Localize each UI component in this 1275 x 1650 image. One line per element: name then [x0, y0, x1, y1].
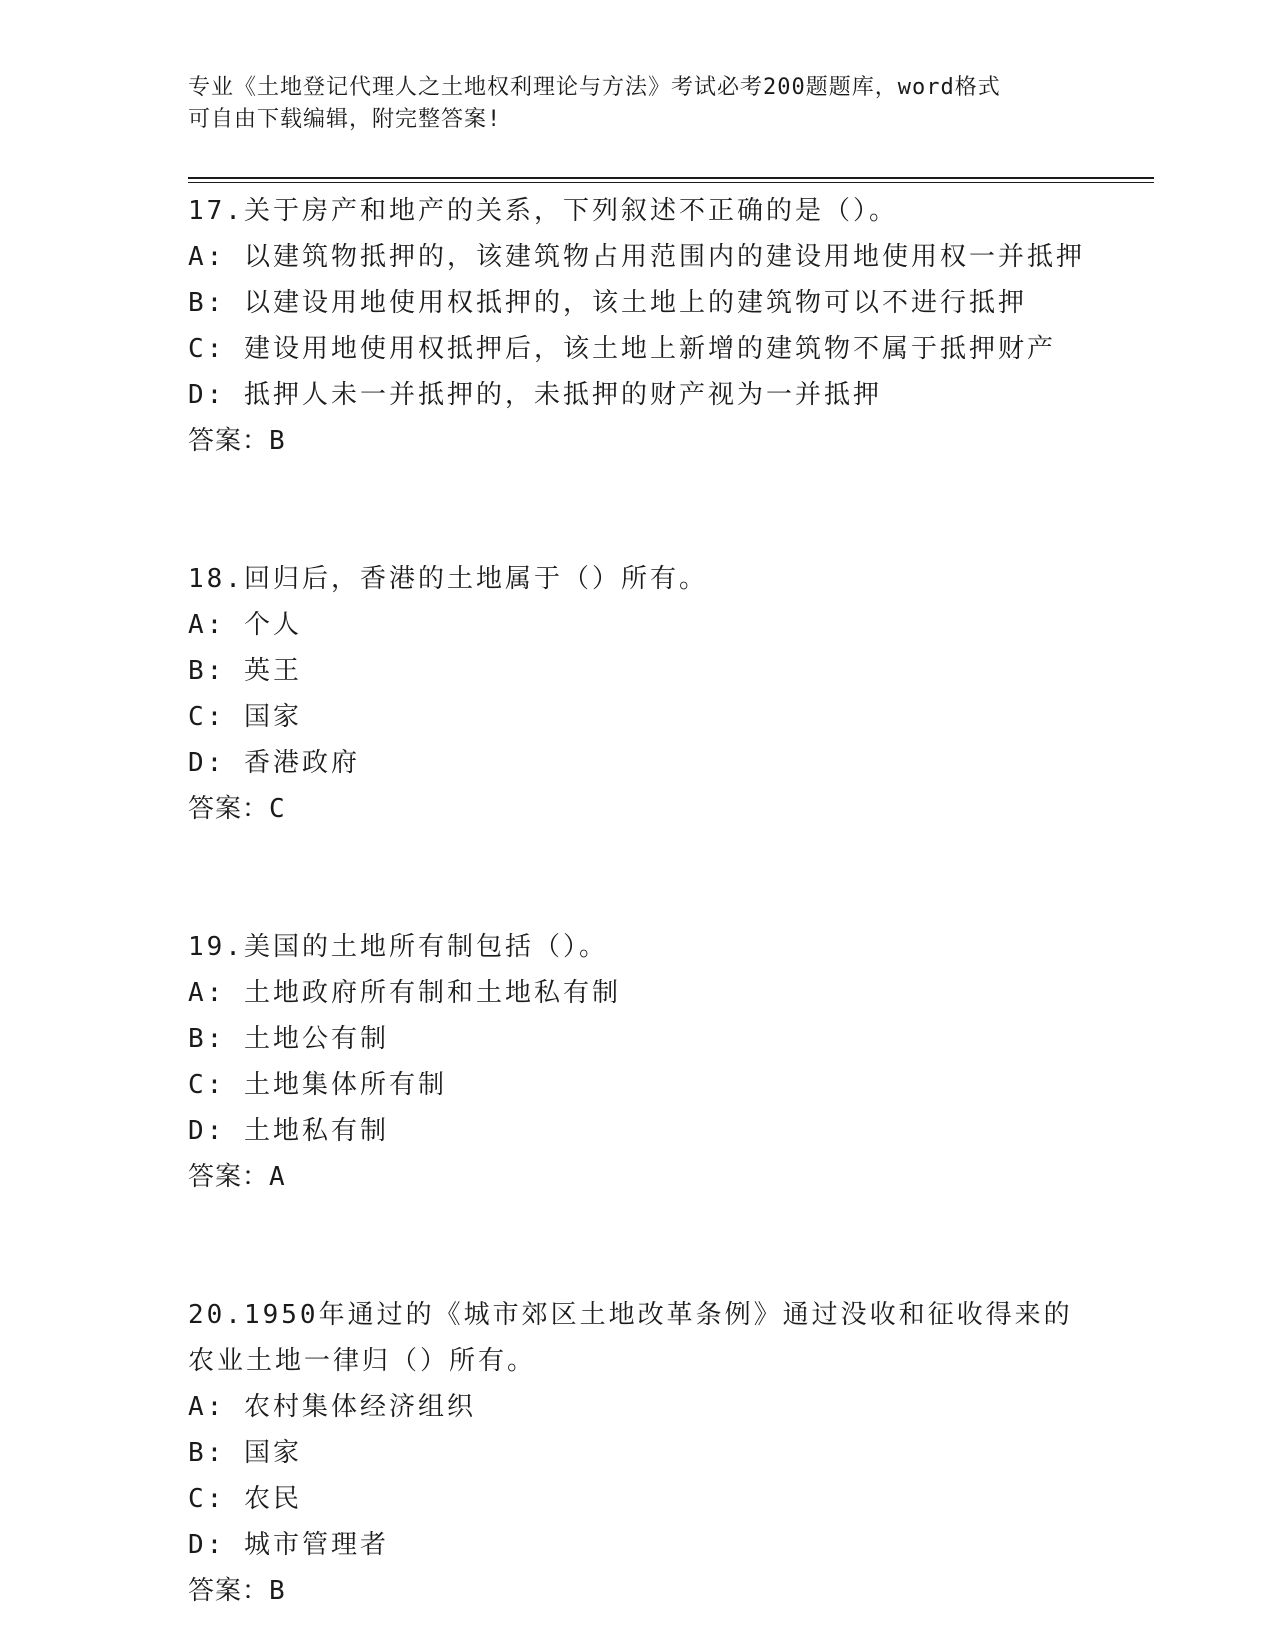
option-c: C: 农民	[188, 1484, 302, 1514]
option-d: D: 香港政府	[188, 748, 360, 778]
answer-line: 答案：C	[188, 794, 286, 824]
option-b: B: 英王	[188, 656, 302, 686]
option-b: B: 土地公有制	[188, 1024, 389, 1054]
question-spacer	[188, 832, 1088, 924]
option-c: C: 土地集体所有制	[188, 1070, 447, 1100]
option-c: C: 建设用地使用权抵押后，该土地上新增的建筑物不属于抵押财产	[188, 334, 1056, 364]
question-stem: 20.1950年通过的《城市郊区土地改革条例》通过没收和征收得来的农业土地一律归（）所有。	[188, 1300, 1073, 1376]
option-a: A: 以建筑物抵押的，该建筑物占用范围内的建设用地使用权一并抵押	[188, 242, 1085, 272]
document-header	[188, 72, 1088, 136]
option-a: A: 农村集体经济组织	[188, 1392, 476, 1422]
option-c: C: 国家	[188, 702, 302, 732]
question-list	[188, 188, 1088, 1614]
question-stem: 19.美国的土地所有制包括（）。	[188, 932, 608, 962]
option-b: B: 以建设用地使用权抵押的，该土地上的建筑物可以不进行抵押	[188, 288, 1027, 318]
option-b: B: 国家	[188, 1438, 302, 1468]
answer-line: 答案：B	[188, 1576, 286, 1606]
header-divider-thin	[188, 182, 1154, 183]
question-18	[188, 556, 1088, 832]
header-title-line-1: 专业《土地登记代理人之土地权利理论与方法》考试必考200题题库，word格式	[188, 75, 1001, 100]
header-divider-thick	[188, 177, 1154, 179]
question-stem: 17.关于房产和地产的关系，下列叙述不正确的是（）。	[188, 196, 898, 226]
question-spacer	[188, 464, 1088, 556]
question-20	[188, 1292, 1088, 1614]
question-stem: 18.回归后，香港的土地属于（）所有。	[188, 564, 708, 594]
option-a: A: 土地政府所有制和土地私有制	[188, 978, 621, 1008]
header-title-line-2: 可自由下载编辑，附完整答案!	[188, 107, 502, 132]
option-d: D: 城市管理者	[188, 1530, 389, 1560]
option-d: D: 土地私有制	[188, 1116, 389, 1146]
answer-line: 答案：B	[188, 426, 286, 456]
question-19	[188, 924, 1088, 1200]
option-d: D: 抵押人未一并抵押的，未抵押的财产视为一并抵押	[188, 380, 882, 410]
answer-line: 答案：A	[188, 1162, 286, 1192]
option-a: A: 个人	[188, 610, 302, 640]
question-spacer	[188, 1200, 1088, 1292]
question-17	[188, 188, 1088, 464]
